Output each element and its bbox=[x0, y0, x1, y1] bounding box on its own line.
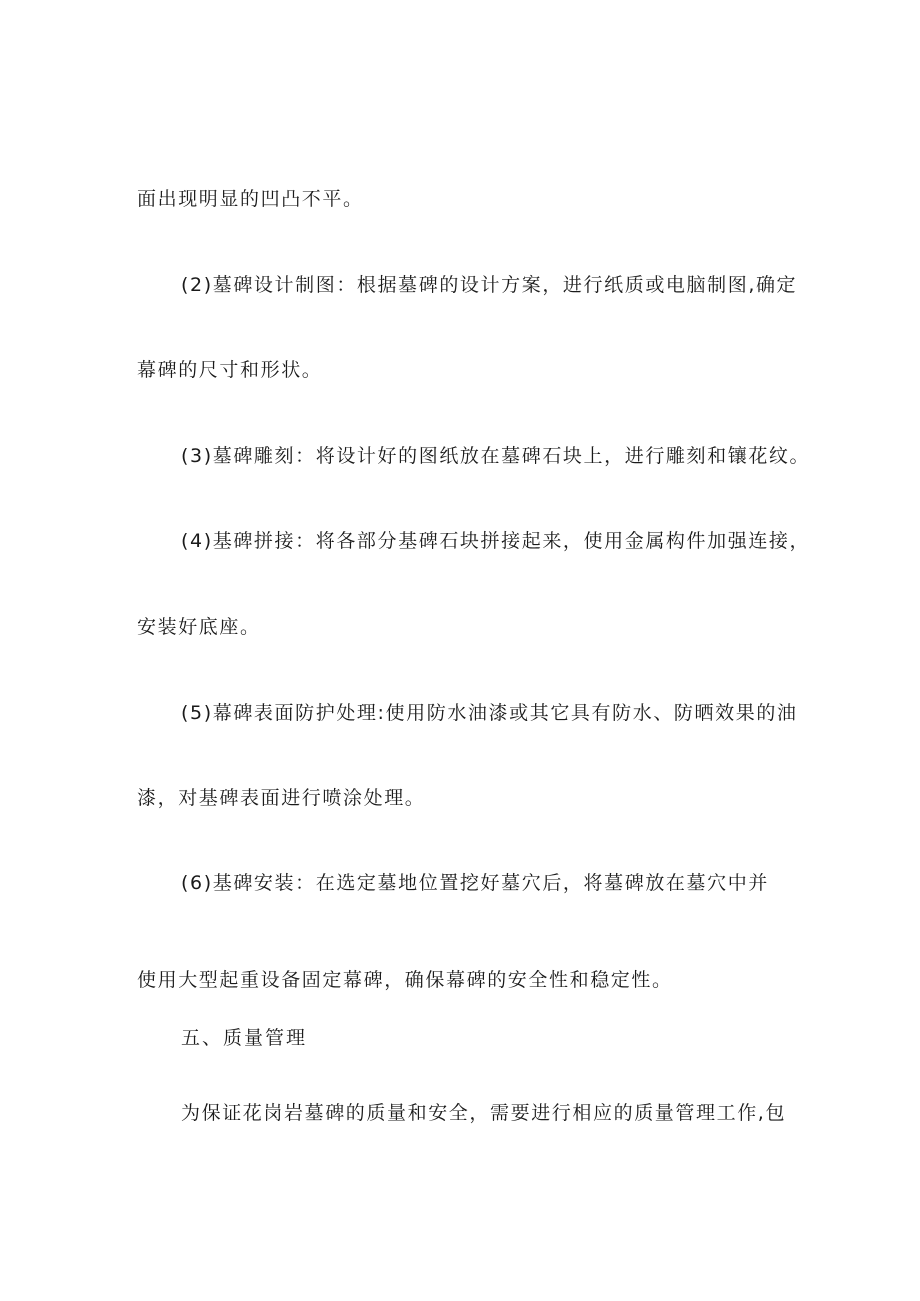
text-line: 漆，对基碑表面进行喷涂处理。 bbox=[137, 787, 426, 809]
text-line: (6)基碑安装：在选定墓地位置挖好墓穴后，将墓碑放在墓穴中并 bbox=[181, 872, 769, 894]
text-line: 幕碑的尺寸和形状。 bbox=[137, 359, 323, 381]
text-line: 为保证花岗岩墓碑的质量和安全，需要进行相应的质量管理工作,包 bbox=[181, 1102, 787, 1124]
section-heading: 五、质量管理 bbox=[181, 1027, 308, 1049]
text-line: (4)基碑拼接：将各部分基碑石块拼接起来，使用金属构件加强连接， bbox=[181, 530, 811, 552]
text-line: (5)幕碑表面防护处理:使用防水油漆或其它具有防水、防晒效果的油 bbox=[181, 702, 798, 724]
text-line: 面出现明显的凹凸不平。 bbox=[137, 188, 364, 210]
text-line: (3)墓碑雕刻：将设计好的图纸放在墓碑石块上，进行雕刻和镶花纹。 bbox=[181, 445, 811, 467]
text-line: 安装好底座。 bbox=[137, 616, 261, 638]
text-line: 使用大型起重设备固定幕碑，确保幕碑的安全性和稳定性。 bbox=[137, 969, 673, 991]
text-line: (2)墓碑设计制图：根据墓碑的设计方案，进行纸质或电脑制图,确定 bbox=[181, 274, 798, 296]
